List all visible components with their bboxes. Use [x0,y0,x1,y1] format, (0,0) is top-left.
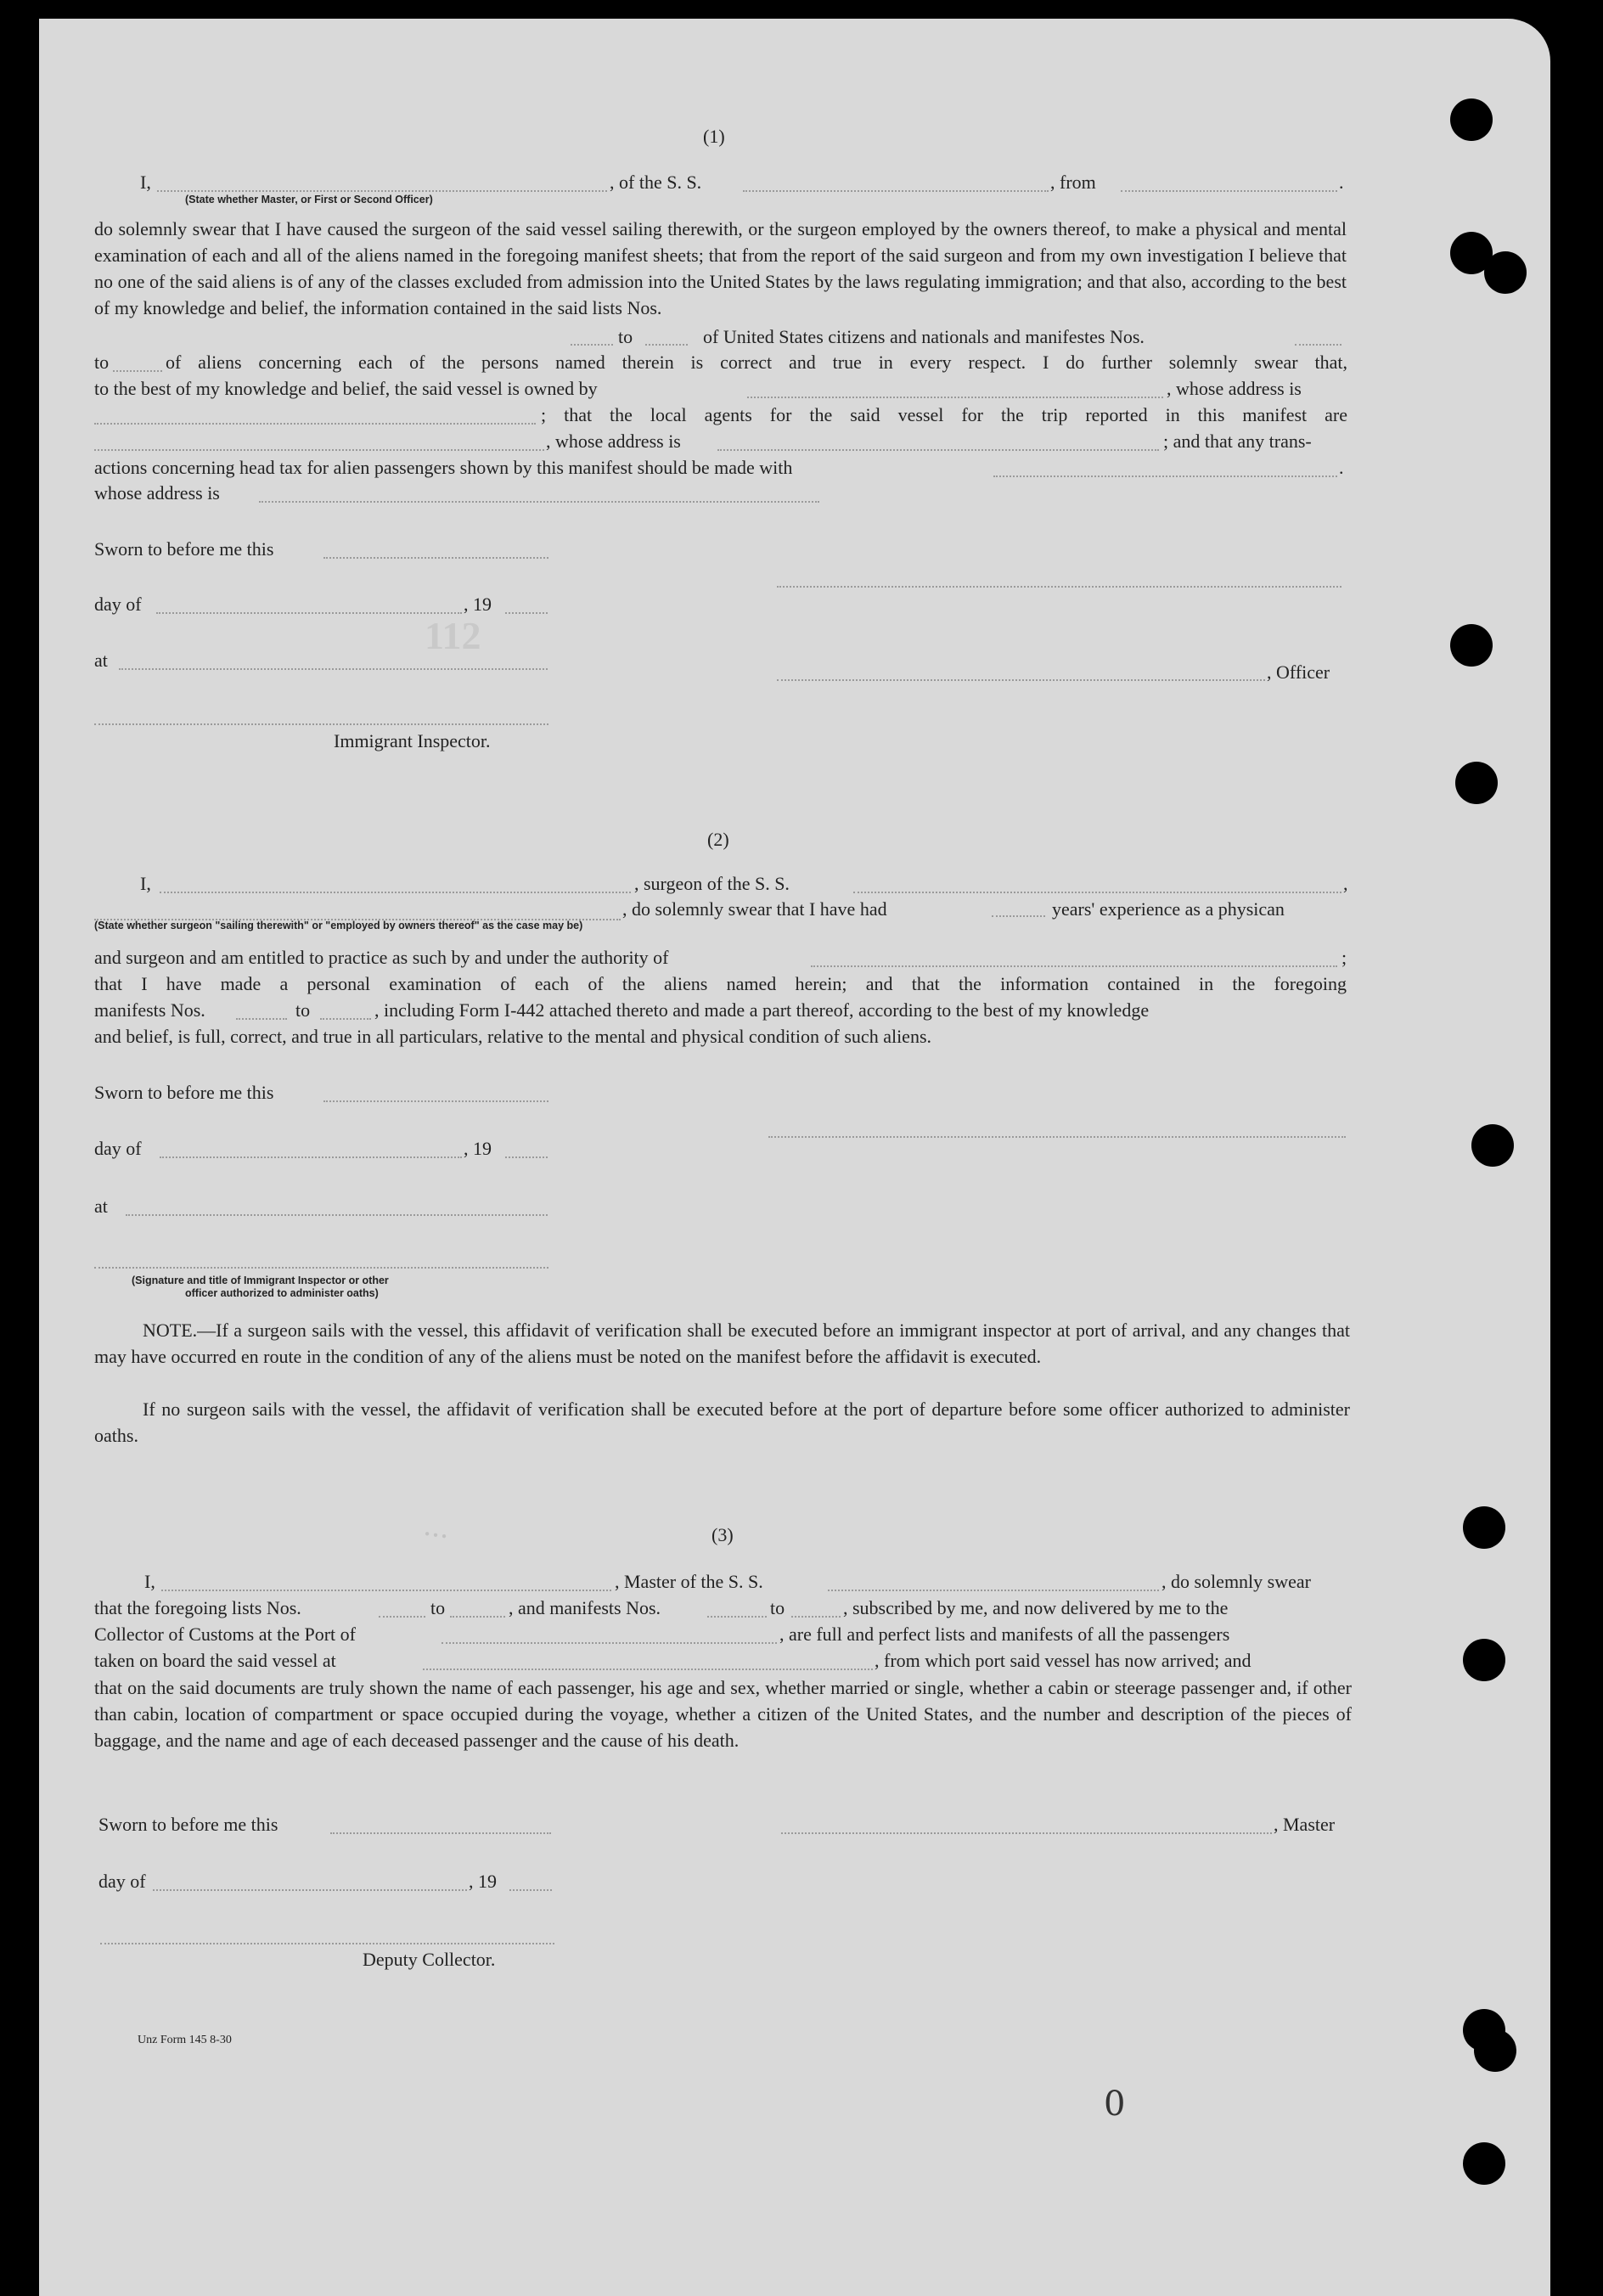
s1-line1-from: , from [1050,172,1096,193]
s1-whose-line: whose address is [94,482,220,504]
s1-trans: ; and that any trans- [1163,430,1312,452]
s1-owned-line: to the best of my knowledge and belief, the said vessel is owned by [94,378,598,399]
s3-line2-e: , subscribed by me, and now delivered by me to the [843,1597,1229,1618]
blank-s2-vessel[interactable] [853,892,1341,893]
s1-agents-line: ; that the local agents for the said vessel for the trip reported in this manifest are [541,404,1347,425]
blank-manifests-from[interactable] [1295,344,1341,346]
s1-owner-address: , whose address is [1167,378,1302,399]
s3-master: , Master [1274,1814,1336,1835]
s2-sworn: Sworn to before me this [94,1082,274,1103]
blank-lists-from[interactable] [571,344,613,346]
blank-s3-lists-from[interactable] [379,1616,425,1618]
blank-s3-manifests-from[interactable] [707,1616,767,1618]
s2-year: , 19 [464,1138,492,1159]
blank-s2-inspector[interactable] [94,1267,548,1269]
s1-to-2: to [94,352,110,373]
blank-s2-manifest-from[interactable] [236,1018,287,1020]
s2-line5-a: manifests Nos. [94,999,205,1021]
s2-line6: and belief, is full, correct, and true in all particulars, relative to the mental and physical condition of such aliens. [94,1026,932,1047]
s3-line2-a: that the foregoing lists Nos. [94,1597,301,1618]
blank-s3-day[interactable] [153,1889,467,1891]
s1-at: at [94,650,108,671]
s3-sworn: Sworn to before me this [98,1814,278,1835]
form-id: Unz Form 145 8-30 [138,2034,232,2046]
sig-note-2: officer authorized to administer oaths) [185,1287,379,1299]
blank-surgeon-name[interactable] [160,892,631,893]
section-1-number: (1) [703,126,725,147]
section-2-number: (2) [707,829,729,850]
s2-dayof: day of [94,1138,142,1159]
blank-headtax[interactable] [993,476,1337,477]
s2-line3-end: ; [1341,947,1347,968]
binder-hole [1463,1506,1505,1549]
s1-inspector: Immigrant Inspector. [334,730,491,751]
blank-port[interactable] [442,1642,777,1644]
note-2: If no surgeon sails with the vessel, the affidavit of verification shall be executed before at the port of departure before some officer authorized to administer oaths. [94,1398,1350,1446]
s3-line1-swear: , do solemnly swear [1161,1571,1311,1592]
blank-s3-lists-to[interactable] [450,1616,505,1618]
binder-hole [1463,1639,1505,1681]
blank-s2-manifest-to[interactable] [320,1018,371,1020]
s1-year: , 19 [464,594,492,615]
s2-line2-b: years' experience as a physican [1052,898,1285,920]
blank-agents-address[interactable] [717,449,1159,451]
faint-stamp: • • • [424,1527,447,1545]
note-1: NOTE.—If a surgeon sails with the vessel, this affidavit of verification shall be executed before an immigrant inspector at port of arrival, and any changes that may have occurred en route in the condition of any of the aliens must be noted on the manifest before the affidavit is executed. [94,1320,1350,1367]
s3-year: , 19 [469,1871,497,1892]
blank-master-name[interactable] [161,1590,611,1591]
blank-s1-signature[interactable] [777,586,1341,588]
s2-line3: and surgeon and am entitled to practice as such by and under the authority of [94,947,669,968]
blank-s3-collector[interactable] [100,1943,554,1944]
s3-paragraph: that on the said documents are truly shown the name of each passenger, his age and sex, whether married or single, whether a cabin or steerage passenger and, if other than cabin, location of compartment or space occupied during the voyage, whether a citizen of the United States, and the number and description of the pieces of baggage, and the name and age of each deceased passenger and the cause of his death. [94,1677,1352,1751]
blank-manifests-to[interactable] [113,370,162,372]
binder-hole [1455,762,1498,804]
blank-vessel-name[interactable] [743,190,1049,192]
sig-note-1: (Signature and title of Immigrant Inspector or other [132,1275,389,1286]
rank-note: (State whether Master, or First or Second Officer) [185,194,433,205]
blank-s2-year[interactable] [505,1156,548,1158]
surgeon-note: (State whether surgeon "sailing therewith" or "employed by owners thereof" as the case may be) [94,920,583,931]
blank-lists-to[interactable] [645,344,688,346]
blank-agents[interactable] [94,449,544,451]
s1-line1-ss: , of the S. S. [610,172,702,193]
s1-aliens-line: of aliens concerning each of the persons named therein is correct and true in every respect. I do further solemnly swear that, [166,352,1347,373]
s1-officer: , Officer [1267,661,1330,683]
s3-line1-ss: , Master of the S. S. [615,1571,763,1592]
blank-s3-year[interactable] [509,1889,552,1891]
s1-citizens: of United States citizens and nationals and manifestes Nos. [703,326,1145,347]
blank-s1-at[interactable] [119,668,548,670]
blank-from-port[interactable] [1121,190,1337,192]
blank-s2-day[interactable] [160,1156,462,1158]
s1-dayof: day of [94,594,142,615]
binder-hole [1450,98,1493,141]
s1-headtax-end: . [1339,457,1344,478]
s2-line4: that I have made a personal examination of each of the aliens named herein; and that the information contained in the foregoing [94,973,1347,994]
blank-owner[interactable] [747,397,1163,398]
s3-line2-d: to [770,1597,785,1618]
s3-line4-a: taken on board the said vessel at [94,1650,336,1671]
blank-headtax-address[interactable] [259,501,819,503]
binder-hole [1450,624,1493,667]
binder-hole [1474,2029,1516,2072]
blank-s1-year[interactable] [505,612,548,614]
s1-paragraph: do solemnly swear that I have caused the surgeon of the said vessel sailing therewith, or the surgeon employed by the owners thereof, to make a physical and mental examination of each and all of the aliens named in the foregoing manifest sheets; that from the report of the said surgeon and from my own investigation I believe that no one of the said aliens is of any of the classes excluded from admission into the United States by the laws regulating immigration; and that also, according to the best of my knowledge and belief, the information contained in the said lists Nos. [94,218,1347,318]
s3-deputy: Deputy Collector. [363,1949,496,1970]
blank-s2-at[interactable] [126,1214,548,1216]
blank-s3-sworn[interactable] [330,1832,551,1834]
s3-line4-b: , from which port said vessel has now arrived; and [875,1650,1251,1671]
s2-line2: , do solemnly swear that I have had [622,898,887,920]
s2-line1-end: , [1343,873,1348,894]
blank-s3-signature[interactable] [781,1832,1272,1834]
binder-hole [1471,1124,1514,1167]
blank-owner-address[interactable] [94,423,536,425]
blank-s1-sworn[interactable] [323,557,548,559]
blank-taken-at[interactable] [423,1669,873,1670]
blank-s3-vessel[interactable] [828,1590,1159,1591]
binder-hole [1463,2142,1505,2185]
blank-s3-manifests-to[interactable] [791,1616,841,1618]
s2-line5-b: to [295,999,311,1021]
blank-years[interactable] [992,915,1045,917]
s1-line1-i: I, [140,172,151,193]
s3-line2-c: , and manifests Nos. [509,1597,661,1618]
blank-s1-inspector[interactable] [94,723,548,725]
s3-line1-i: I, [144,1571,155,1592]
blank-s2-sworn[interactable] [323,1100,548,1102]
blank-officer-name[interactable] [157,190,607,192]
section-3-number: (3) [712,1524,734,1545]
s3-line3-b: , are full and perfect lists and manifests of all the passengers [779,1624,1230,1645]
blank-authority[interactable] [811,965,1337,967]
s1-agents-address: , whose address is [546,430,681,452]
s2-line1-ss: , surgeon of the S. S. [634,873,790,894]
s2-line1-i: I, [140,873,151,894]
s3-line3-a: Collector of Customs at the Port of [94,1624,356,1645]
blank-s1-day[interactable] [156,612,462,614]
s1-to: to [618,326,633,347]
handwritten-mark: 0 [1104,2085,1126,2124]
s1-headtax-line: actions concerning head tax for alien passengers shown by this manifest should be made with [94,457,793,478]
blank-s2-signature[interactable] [768,1136,1346,1138]
s1-line1-end: . [1339,172,1344,193]
s2-at: at [94,1196,108,1217]
binder-hole [1484,251,1527,294]
s3-line2-b: to [430,1597,446,1618]
blank-s1-officer[interactable] [777,679,1265,681]
faint-number-mark: 112 [425,614,481,657]
s2-line5-c: , including Form I-442 attached thereto and made a part thereof, according to the best of my knowledge [374,999,1150,1021]
s1-sworn: Sworn to before me this [94,538,274,560]
s3-dayof: day of [98,1871,146,1892]
